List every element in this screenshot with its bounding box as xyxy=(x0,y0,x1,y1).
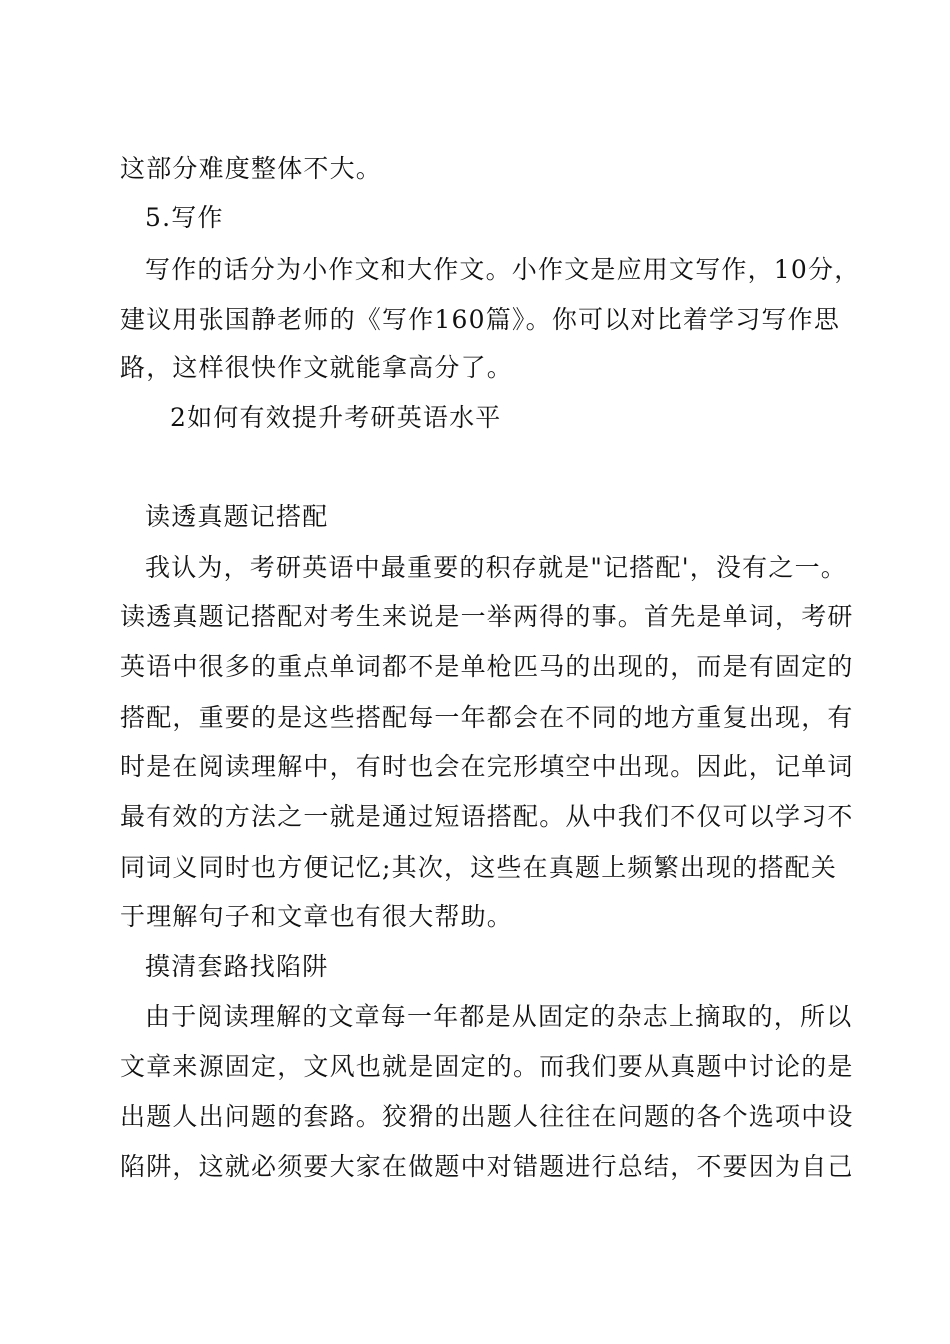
paragraph-line: 英语中很多的重点单词都不是单枪匹马的出现的，而是有固定的 xyxy=(120,652,854,681)
paragraph-line: 时是在阅读理解中，有时也会在完形填空中出现。因此，记单词 xyxy=(120,752,854,781)
paragraph-line: 路，这样很快作文就能拿高分了。 xyxy=(120,353,514,382)
paragraph-line: 文章来源固定，文风也就是固定的。而我们要从真题中讨论的是 xyxy=(120,1052,854,1081)
section-heading-improve: 2如何有效提升考研英语水平 xyxy=(170,403,502,432)
paragraph-line: 读透真题记搭配对考生来说是一举两得的事。首先是单词，考研 xyxy=(120,602,854,631)
paragraph-line: 同词义同时也方便记忆;其次，这些在真题上频繁出现的搭配关 xyxy=(120,853,838,882)
subheading-read-exams: 读透真题记搭配 xyxy=(145,502,329,531)
paragraph-line: 出题人出问题的套路。狡猾的出题人往往在问题的各个选项中设 xyxy=(120,1102,854,1131)
paragraph-line: 搭配，重要的是这些搭配每一年都会在不同的地方重复出现，有 xyxy=(120,703,854,732)
paragraph-line: 这部分难度整体不大。 xyxy=(120,154,383,183)
paragraph-line: 建议用张国静老师的《写作160篇》。你可以对比着学习写作思 xyxy=(120,305,841,334)
section-heading-writing: 5.写作 xyxy=(145,203,224,232)
paragraph-line: 我认为，考研英语中最重要的积存就是"记搭配'，没有之一。 xyxy=(145,553,847,582)
paragraph-line: 于理解句子和文章也有很大帮助。 xyxy=(120,902,514,931)
paragraph-line: 写作的话分为小作文和大作文。小作文是应用文写作，10分， xyxy=(145,255,861,284)
subheading-find-traps: 摸清套路找陷阱 xyxy=(145,952,329,981)
paragraph-line: 陷阱，这就必须要大家在做题中对错题进行总结，不要因为自己 xyxy=(120,1152,854,1181)
paragraph-line: 由于阅读理解的文章每一年都是从固定的杂志上摘取的，所以 xyxy=(145,1002,853,1031)
paragraph-line: 最有效的方法之一就是通过短语搭配。从中我们不仅可以学习不 xyxy=(120,802,854,831)
